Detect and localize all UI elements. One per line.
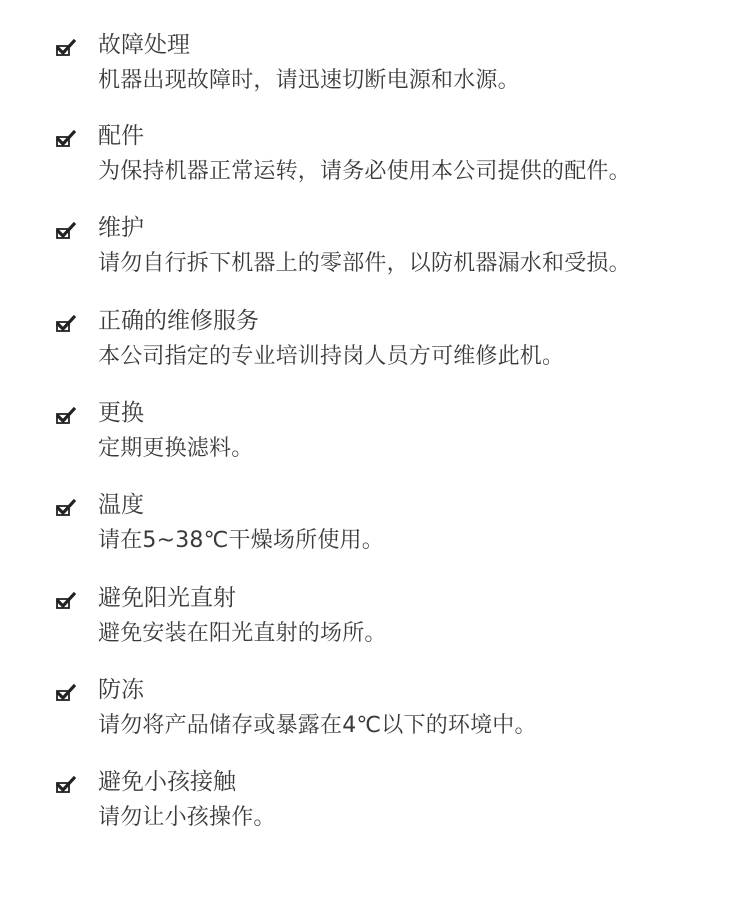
notice-title: 维护	[98, 215, 144, 241]
notice-description: 避免安装在阳光直射的场所。	[98, 621, 387, 646]
checkmark-icon	[56, 774, 76, 794]
checkmark-icon	[56, 128, 76, 148]
notice-description: 请勿让小孩操作。	[98, 805, 276, 830]
notice-title: 避免小孩接触	[98, 769, 236, 795]
notice-item-replacement	[0, 398, 750, 490]
notice-description: 本公司指定的专业培训持岗人员方可维修此机。	[98, 344, 565, 369]
notice-title: 配件	[98, 123, 144, 149]
notice-description: 为保持机器正常运转，请务必使用本公司提供的配件。	[98, 159, 631, 184]
notice-item-antifreeze	[0, 675, 750, 767]
notice-title: 故障处理	[98, 32, 190, 58]
checkmark-icon	[56, 497, 76, 517]
notice-item-child-safety	[0, 767, 750, 859]
checkmark-icon	[56, 590, 76, 610]
notice-title: 防冻	[98, 677, 144, 703]
notice-description: 机器出现故障时，请迅速切断电源和水源。	[98, 68, 520, 93]
notice-description: 请在5~38℃干燥场所使用。	[98, 528, 384, 553]
checkmark-icon	[56, 37, 76, 57]
notice-title: 避免阳光直射	[98, 585, 236, 611]
checkmark-icon	[56, 682, 76, 702]
notice-description: 定期更换滤料。	[98, 436, 254, 461]
notice-item-avoid-sunlight	[0, 583, 750, 675]
notice-item-fault-handling	[0, 30, 750, 122]
checkmark-icon	[56, 313, 76, 333]
notice-title: 温度	[98, 492, 144, 518]
notice-item-accessories	[0, 121, 750, 213]
checkmark-icon	[56, 220, 76, 240]
notice-title: 更换	[98, 400, 144, 426]
notice-item-repair-service	[0, 306, 750, 398]
notice-description: 请勿自行拆下机器上的零部件，以防机器漏水和受损。	[98, 251, 631, 276]
notice-description: 请勿将产品储存或暴露在4℃以下的环境中。	[98, 713, 537, 738]
checkmark-icon	[56, 405, 76, 425]
notice-title: 正确的维修服务	[98, 308, 259, 334]
notice-item-maintenance	[0, 213, 750, 305]
notice-item-temperature	[0, 490, 750, 582]
